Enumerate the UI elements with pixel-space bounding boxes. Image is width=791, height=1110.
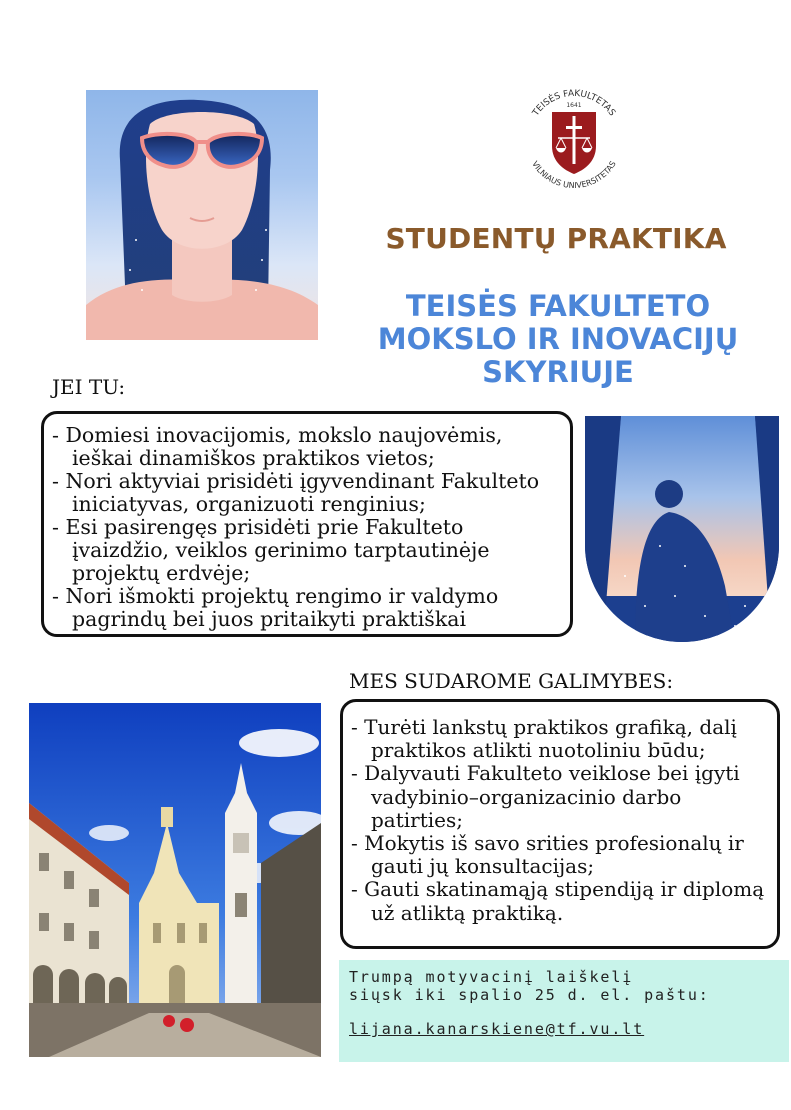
contact-line-2: siųsk iki spalio 25 d. el. paštu:	[349, 986, 710, 1004]
contact-box	[339, 960, 789, 1062]
illustration-person-window	[585, 416, 779, 642]
illustration-woman-sunglasses	[86, 90, 318, 340]
logo-year: 1641	[566, 102, 582, 109]
subtitle-line: SKYRIUJE	[482, 355, 634, 389]
page-subtitle	[340, 290, 776, 389]
list-item: - Nori išmokti projektų rengimo ir valdymo pagrindų bei juos pritaikyti praktiškai	[52, 585, 564, 631]
person-illustration-svg	[585, 416, 779, 642]
woman-illustration-svg	[86, 90, 318, 340]
list-item: - Esi pasirengęs prisidėti prie Fakulteto įvaizdžio, veiklos gerinimo tarptautinėje projektų erdvėje;	[52, 516, 564, 585]
if-you-heading: JEI TU:	[52, 375, 126, 399]
subtitle-line: TEISĖS FAKULTETO	[405, 289, 711, 323]
list-item: - Turėti lankstų praktikos grafiką, dalį praktikos atlikti nuotoliniu būdu;	[351, 716, 771, 762]
university-photo	[29, 703, 321, 1057]
faculty-seal-icon	[516, 82, 632, 198]
contact-line-1: Trumpą motyvacinį laiškelį	[349, 968, 634, 986]
we-offer-list	[351, 716, 771, 925]
faculty-logo	[516, 82, 632, 198]
contact-email-link[interactable]: lijana.kanarskiene@tf.vu.lt	[349, 1020, 645, 1038]
university-photo-svg	[29, 703, 321, 1057]
page-title: STUDENTŲ PRAKTIKA	[385, 222, 727, 255]
we-offer-box	[340, 699, 780, 949]
list-item: - Gauti skatinamąją stipendiją ir diplomą už atliktą praktiką.	[351, 878, 771, 924]
logo-text-top: TEISĖS FAKULTETAS	[531, 88, 617, 119]
subtitle-line: MOKSLO IR INOVACIJŲ	[377, 322, 739, 356]
list-item: - Mokytis iš savo srities profesionalų ir gauti jų konsultacijas;	[351, 832, 771, 878]
if-you-list	[52, 424, 564, 631]
list-item: - Nori aktyviai prisidėti įgyvendinant Fakulteto iniciatyvas, organizuoti renginius;	[52, 470, 564, 516]
we-offer-heading: MES SUDAROME GALIMYBES:	[349, 669, 674, 693]
list-item: - Domiesi inovacijomis, mokslo naujovėmis, ieškai dinamiškos praktikos vietos;	[52, 424, 564, 470]
if-you-box	[41, 411, 573, 637]
list-item: - Dalyvauti Fakulteto veiklose bei įgyti vadybinio–organizacinio darbo patirties;	[351, 762, 771, 832]
logo-text-bottom: VILNIAUS UNIVERSITETAS	[530, 159, 618, 191]
